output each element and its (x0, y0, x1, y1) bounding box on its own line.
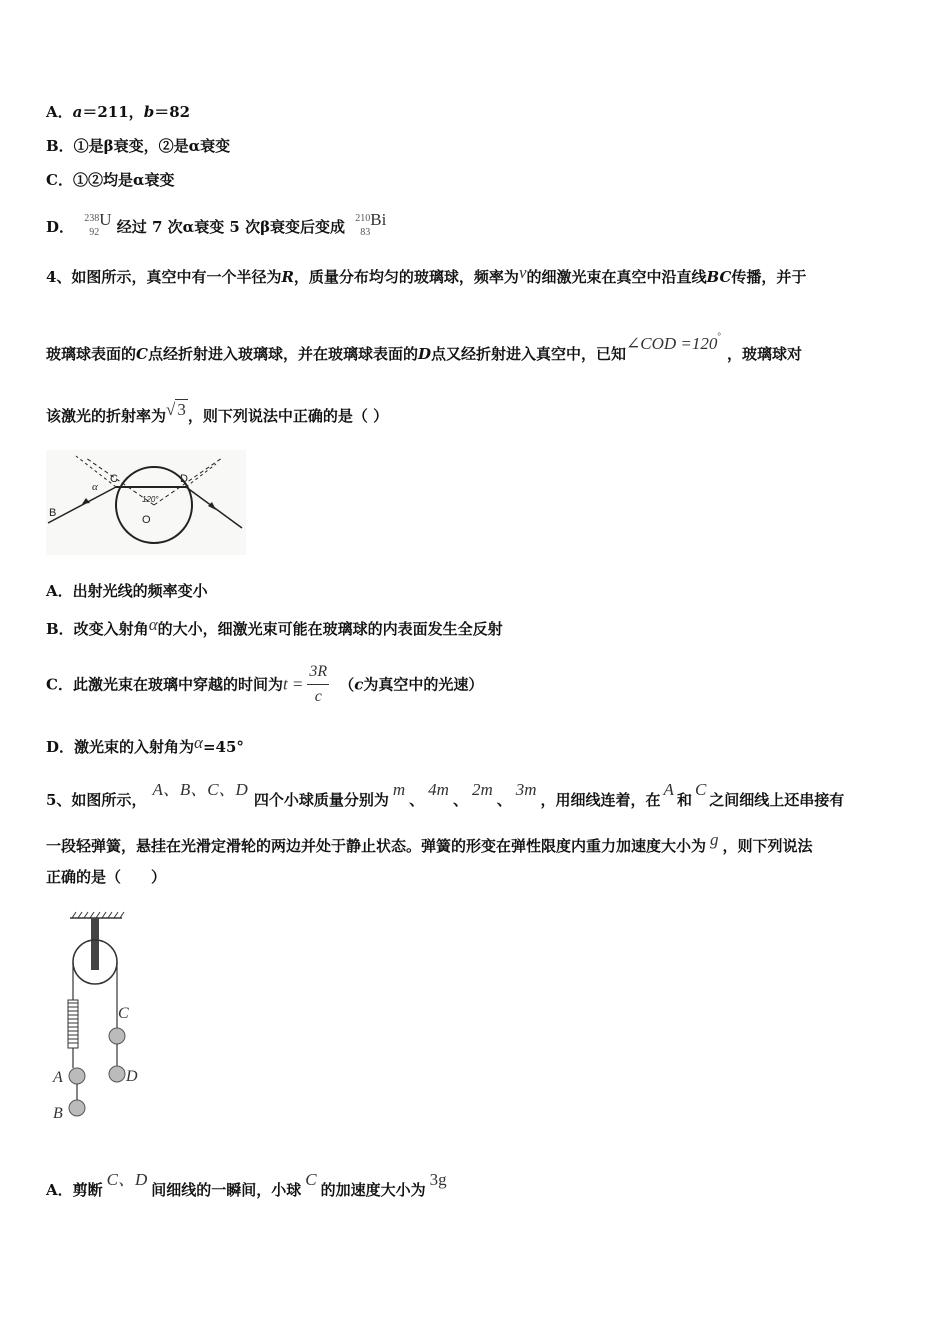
ball-c (109, 1028, 125, 1044)
q3-option-d: D． 238 92 U 经过 7 次α衰变 5 次β衰变后变成 210 83 Bi (46, 210, 387, 238)
label-c: C (110, 473, 118, 485)
label-alpha: α (92, 481, 98, 493)
label-o: O (142, 514, 151, 526)
q4-option-d: D．激光束的入射角为α=45° (46, 733, 244, 756)
q3-option-a: A．a＝211，b＝82 (46, 103, 191, 121)
label-c: C (118, 1005, 129, 1022)
ball-a (69, 1068, 85, 1084)
q3-option-b: B．①是β衰变，②是α衰变 (46, 137, 231, 155)
q4-stem-line1: 4、如图所示，真空中有一个半径为R，质量分布均匀的玻璃球，频率为ν的细激光束在真空中沿直线BC传播，并于 (46, 263, 807, 286)
q4-option-c: C．此激光束在玻璃中穿越的时间为t = $\frac{3R}{c}$ （c为真空中的光速） (46, 660, 483, 709)
q5-stem-line1: 5、如图所示，A、B、C、D四个小球质量分别为m、4m、2m、3m，用细线连着，在A和C之间细线上还串接有 (46, 780, 845, 809)
label-b: B (53, 1105, 63, 1122)
label-d: D (126, 1068, 138, 1085)
fraction-3r-over-c: $\frac{3R}{c}$ (307, 660, 329, 709)
q5-stem-line2: 一段轻弹簧，悬挂在光滑定滑轮的两边并处于静止状态。弹簧的形变在弹性限度内重力加速度大小为 g ，则下列说法 (46, 830, 813, 855)
q5-pulley-figure (46, 910, 156, 1125)
q5-stem-line3: 正确的是（ ） (46, 868, 167, 886)
q5-option-a: A．剪断C、D间细线的一瞬间，小球C的加速度大小为3g (46, 1170, 447, 1199)
bismuth-nuclide: 210 83 (355, 213, 371, 238)
q3-option-c: C．①②均是α衰变 (46, 171, 175, 189)
q4-glass-sphere-figure (46, 450, 246, 555)
sqrt-three: √ 3 (166, 400, 186, 419)
ball-b (69, 1100, 85, 1116)
label-a: A (53, 1069, 63, 1086)
uranium-nuclide: 238 92 (84, 213, 100, 238)
q4-stem-line3: 该激光的折射率为√ 3 ，则下列说法中正确的是（ ） (46, 400, 389, 425)
q4-option-a: A．出射光线的频率变小 (46, 582, 208, 600)
label-b: B (49, 507, 57, 519)
q4-stem-line2: 玻璃球表面的C点经折射进入玻璃球，并在玻璃球表面的D点又经折射进入真空中，已知∠COD =120°，玻璃球对 (46, 331, 802, 363)
spring (68, 1000, 78, 1048)
ball-d (109, 1066, 125, 1082)
label-angle: 120° (142, 495, 159, 504)
label-d: D (180, 473, 188, 485)
q4-option-b: B．改变入射角α的大小，细激光束可能在玻璃球的内表面发生全反射 (46, 615, 503, 638)
